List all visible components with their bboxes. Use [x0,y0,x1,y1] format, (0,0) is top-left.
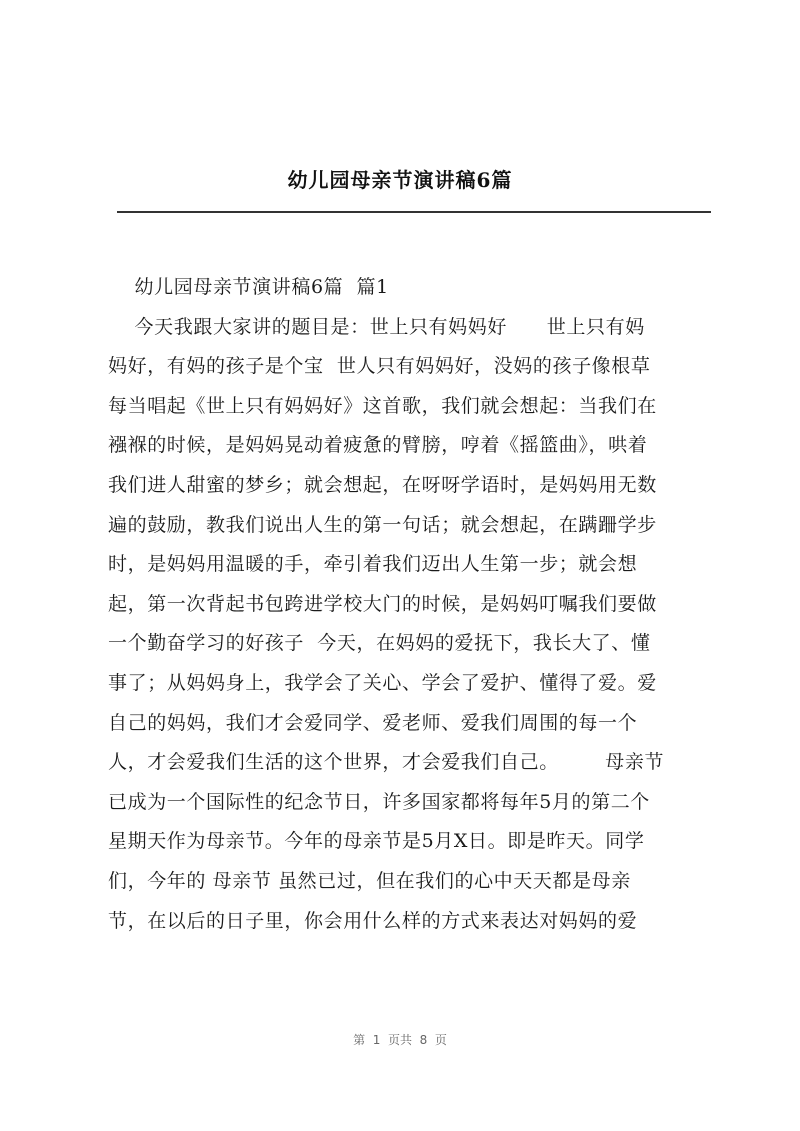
body-line: 我们进人甜蜜的梦乡；就会想起，在呀呀学语时，是妈妈用无数 [108,473,657,496]
body-line: 人，才会爱我们生活的这个世界，才会爱我们自己。 母亲节 [108,751,665,774]
document-body [108,268,708,941]
body-line: 遍的鼓励，教我们说出人生的第一句话；就会想起，在蹒跚学步 [108,513,657,536]
body-line: 每当唱起《世上只有妈妈好》这首歌，我们就会想起：当我们在 [108,394,657,417]
body-line: 自己的妈妈，我们才会爱同学、爱老师、爱我们周围的每一个 [108,711,638,734]
body-line: 襁褓的时候，是妈妈晃动着疲惫的臂膀，哼着《摇篮曲》，哄着 [108,434,648,457]
body-line: 节，在以后的日子里，你会用什么样的方式来表达对妈妈的爱 [108,909,638,932]
body-line: 起，第一次背起书包跨进学校大门的时候，是妈妈叮嘱我们要做 [108,592,657,615]
body-line: 幼儿园母亲节演讲稿6篇 篇1 [108,276,389,298]
body-line: 们，今年的 母亲节 虽然已过，但在我们的心中天天都是母亲 [108,869,631,892]
body-line: 今天我跟大家讲的题目是：世上只有妈妈好 世上只有妈 [108,315,645,338]
page-number-footer: 第 1 页共 8 页 [353,1033,447,1047]
body-line: 已成为一个国际性的纪念节日，许多国家都将每年5月的第二个 [108,790,650,813]
body-line: 星期天作为母亲节。今年的母亲节是5月X日。即是昨天。同学 [108,830,645,853]
body-line: 妈好，有妈的孩子是个宝 世人只有妈妈好，没妈的孩子像根草 [108,355,651,378]
title-underline [117,211,711,213]
body-line: 事了；从妈妈身上，我学会了关心、学会了爱护、懂得了爱。爱 [108,671,657,694]
document-title: 幼儿园母亲节演讲稿6篇 [287,168,513,192]
body-line: 时，是妈妈用温暖的手，牵引着我们迈出人生第一步；就会想 [108,553,638,576]
body-line: 一个勤奋学习的好孩子 今天，在妈妈的爱抚下，我长大了、懂 [108,632,651,655]
